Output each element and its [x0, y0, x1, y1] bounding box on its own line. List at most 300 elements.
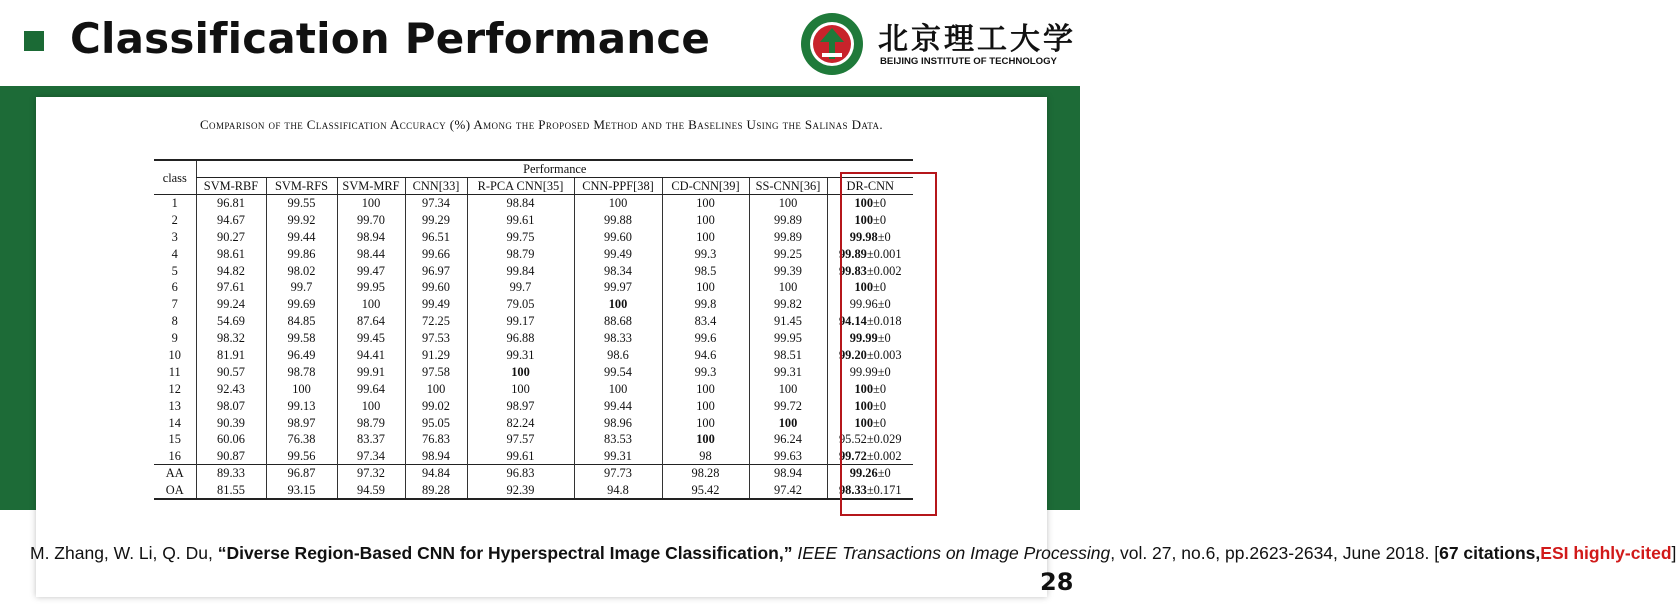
accuracy-value: 98.32 — [217, 331, 245, 346]
accuracy-cell — [574, 228, 662, 245]
accuracy-cell — [266, 262, 337, 279]
university-name-en: BEIJING INSTITUTE OF TECHNOLOGY — [880, 56, 1057, 67]
accuracy-value: 92.43 — [217, 381, 245, 396]
accuracy-cell — [405, 195, 467, 212]
accuracy-cell — [266, 211, 337, 228]
class-header: class — [154, 160, 196, 195]
accuracy-value: 98.94 — [357, 229, 385, 244]
accuracy-value: 99.66 — [422, 246, 450, 261]
column-header: SVM-RBF — [196, 178, 266, 195]
accuracy-value: 90.27 — [217, 229, 245, 244]
class-label: 10 — [168, 347, 181, 362]
accuracy-cell — [337, 279, 405, 296]
accuracy-value: 99.82 — [774, 297, 802, 312]
accuracy-value: 99.29 — [422, 212, 450, 227]
accuracy-value: 83.37 — [357, 432, 385, 447]
accuracy-value: 89.33 — [217, 466, 245, 481]
accuracy-value: 99.95 — [357, 280, 385, 295]
accuracy-value: 99.88 — [604, 212, 632, 227]
accuracy-value: 91.29 — [422, 347, 450, 362]
accuracy-value: 97.32 — [357, 466, 385, 481]
dr-cnn-std: ±0 — [873, 196, 887, 211]
accuracy-value: 99.44 — [604, 398, 632, 413]
class-label: 4 — [171, 246, 178, 261]
dr-cnn-std: ±0 — [877, 331, 891, 346]
accuracy-cell — [196, 397, 266, 414]
class-label: 14 — [168, 415, 181, 430]
accuracy-cell — [196, 262, 266, 279]
class-label: OA — [154, 482, 196, 499]
accuracy-cell — [749, 296, 827, 313]
accuracy-cell — [337, 431, 405, 448]
accuracy-value: 94.41 — [357, 347, 385, 362]
accuracy-value: 94.82 — [217, 263, 245, 278]
accuracy-value: 99.49 — [422, 297, 450, 312]
accuracy-value: 60.06 — [217, 432, 245, 447]
accuracy-value: 100 — [292, 381, 311, 396]
dr-cnn-std: ±0 — [877, 466, 891, 481]
accuracy-cell — [405, 330, 467, 347]
dr-cnn-std: ±0 — [873, 212, 887, 227]
accuracy-value: 100 — [696, 381, 715, 396]
accuracy-cell — [574, 262, 662, 279]
accuracy-cell — [749, 195, 827, 212]
accuracy-value: 99.7 — [290, 280, 313, 295]
accuracy-value: 100 — [778, 381, 798, 396]
accuracy-cell — [266, 228, 337, 245]
accuracy-cell — [337, 380, 405, 397]
accuracy-cell — [749, 279, 827, 296]
accuracy-cell — [196, 228, 266, 245]
accuracy-value: 98.78 — [287, 364, 316, 379]
accuracy-cell — [662, 465, 749, 482]
accuracy-cell — [749, 397, 827, 414]
accuracy-value: 99.55 — [287, 196, 316, 211]
accuracy-cell — [405, 262, 467, 279]
accuracy-value: 97.34 — [422, 196, 450, 211]
accuracy-cell — [196, 414, 266, 431]
accuracy-cell — [266, 414, 337, 431]
accuracy-value: 96.97 — [422, 263, 450, 278]
accuracy-value: 100 — [696, 229, 715, 244]
accuracy-value: 97.57 — [506, 432, 535, 447]
accuracy-cell — [662, 313, 749, 330]
accuracy-value: 76.38 — [287, 432, 316, 447]
accuracy-value: 94.59 — [357, 482, 385, 497]
accuracy-cell — [337, 296, 405, 313]
accuracy-value: 91.45 — [774, 314, 802, 329]
accuracy-cell — [405, 482, 467, 499]
accuracy-cell — [749, 414, 827, 431]
dr-cnn-mean: 99.89 — [838, 246, 867, 261]
accuracy-cell — [467, 279, 574, 296]
accuracy-value: 99.70 — [357, 212, 385, 227]
accuracy-value: 98.94 — [774, 466, 802, 481]
class-label: 8 — [171, 314, 178, 329]
accuracy-value: 99.89 — [774, 229, 802, 244]
accuracy-value: 99.44 — [287, 229, 316, 244]
accuracy-cell — [749, 431, 827, 448]
accuracy-cell — [405, 279, 467, 296]
accuracy-value: 99.60 — [604, 229, 632, 244]
accuracy-cell — [749, 228, 827, 245]
accuracy-cell — [749, 262, 827, 279]
citation-bracket-close: ] — [1671, 543, 1676, 563]
accuracy-value: 99.89 — [774, 212, 802, 227]
class-row — [154, 363, 913, 380]
class-row — [154, 414, 913, 431]
dr-cnn-mean: 99.72 — [838, 449, 867, 464]
accuracy-cell — [196, 211, 266, 228]
accuracy-value: 99.13 — [287, 398, 316, 413]
dr-cnn-std: ±0.029 — [866, 432, 902, 447]
class-row — [154, 279, 913, 296]
accuracy-value: 98.07 — [217, 398, 245, 413]
title-bullet — [24, 31, 44, 51]
accuracy-cell — [266, 347, 337, 364]
class-label: AA — [154, 465, 196, 482]
accuracy-value: 72.25 — [422, 314, 450, 329]
accuracy-value: 96.83 — [506, 466, 535, 481]
accuracy-cell — [574, 347, 662, 364]
accuracy-cell — [266, 245, 337, 262]
dr-cnn-std: ±0.018 — [866, 314, 902, 329]
accuracy-value: 100 — [361, 297, 381, 312]
accuracy-cell — [662, 414, 749, 431]
accuracy-value: 76.83 — [422, 432, 450, 447]
accuracy-cell — [574, 279, 662, 296]
accuracy-value: 98.44 — [357, 246, 385, 261]
accuracy-value: 98.84 — [506, 196, 535, 211]
accuracy-cell — [467, 245, 574, 262]
accuracy-value: 97.42 — [774, 482, 802, 497]
dr-cnn-std: ±0 — [877, 297, 891, 312]
dr-cnn-std: ±0.001 — [866, 246, 902, 261]
accuracy-cell — [467, 397, 574, 414]
accuracy-cell — [749, 245, 827, 262]
class-label: 3 — [171, 229, 178, 244]
dr-cnn-mean: 99.96 — [849, 297, 878, 312]
accuracy-value: 99.61 — [506, 449, 535, 464]
accuracy-cell — [749, 347, 827, 364]
accuracy-value: 98.51 — [774, 347, 802, 362]
accuracy-cell — [749, 211, 827, 228]
university-name-cn: 北京理工大学 — [878, 22, 1076, 57]
accuracy-cell — [337, 397, 405, 414]
accuracy-cell — [662, 347, 749, 364]
accuracy-value: 99.60 — [422, 280, 450, 295]
class-label: 1 — [171, 196, 178, 211]
accuracy-value: 100 — [696, 280, 715, 295]
citation — [30, 541, 1676, 566]
citation-authors: M. Zhang, W. Li, Q. Du, — [30, 543, 218, 563]
accuracy-value: 99.7 — [509, 280, 532, 295]
class-row — [154, 313, 913, 330]
accuracy-value: 96.51 — [422, 229, 450, 244]
accuracy-value: 98.61 — [217, 246, 245, 261]
accuracy-value: 99.8 — [694, 297, 717, 312]
class-row — [154, 228, 913, 245]
accuracy-value: 82.24 — [506, 415, 535, 430]
accuracy-cell — [337, 363, 405, 380]
slide-title: Classification Performance — [70, 14, 711, 63]
accuracy-value: 100 — [361, 398, 381, 413]
accuracy-value: 100 — [608, 381, 628, 396]
accuracy-value: 99.31 — [506, 347, 535, 362]
accuracy-value: 98.6 — [607, 347, 629, 362]
citation-bracket-open: [ — [1434, 543, 1440, 563]
accuracy-value: 83.53 — [604, 432, 632, 447]
accuracy-cell — [266, 465, 337, 482]
accuracy-cell — [662, 279, 749, 296]
accuracy-cell — [405, 296, 467, 313]
accuracy-value: 99.95 — [774, 331, 802, 346]
accuracy-value: 98.34 — [604, 263, 632, 278]
accuracy-value: 95.05 — [422, 415, 450, 430]
accuracy-cell — [405, 380, 467, 397]
table-caption: Comparison of the Classification Accuracy (%) Among the Proposed Method and the Baselines Using the Salinas Data. — [199, 117, 884, 132]
summary-row — [154, 465, 913, 482]
accuracy-value: 100 — [511, 381, 530, 396]
accuracy-cell — [337, 195, 405, 212]
column-header: SVM-RFS — [266, 178, 337, 195]
citation-details: , vol. 27, no.6, pp.2623-2634, June 2018. — [1110, 543, 1435, 563]
accuracy-cell — [749, 363, 827, 380]
accuracy-cell — [467, 195, 574, 212]
accuracy-cell — [337, 245, 405, 262]
accuracy-cell — [467, 448, 574, 465]
accuracy-value: 99.92 — [287, 212, 316, 227]
accuracy-cell — [662, 330, 749, 347]
accuracy-value: 98.02 — [287, 263, 316, 278]
dr-cnn-std: ±0 — [877, 229, 891, 244]
class-row — [154, 431, 913, 448]
accuracy-value: 100 — [426, 381, 446, 396]
accuracy-value: 100 — [778, 280, 798, 295]
accuracy-value: 79.05 — [506, 297, 535, 312]
university-seal-logo — [800, 12, 864, 76]
accuracy-cell — [405, 313, 467, 330]
accuracy-value: 90.57 — [217, 364, 245, 379]
accuracy-value: 96.81 — [217, 196, 245, 211]
accuracy-cell — [574, 431, 662, 448]
column-header: CD-CNN[39] — [662, 178, 749, 195]
accuracy-cell — [574, 363, 662, 380]
accuracy-cell — [266, 330, 337, 347]
accuracy-value: 100 — [696, 415, 715, 430]
accuracy-cell — [662, 211, 749, 228]
accuracy-value: 99.97 — [604, 280, 632, 295]
accuracy-value: 97.34 — [357, 449, 385, 464]
accuracy-cell — [662, 296, 749, 313]
accuracy-cell — [337, 211, 405, 228]
accuracy-value: 83.4 — [694, 314, 717, 329]
accuracy-value: 99.02 — [422, 398, 450, 413]
accuracy-cell — [467, 296, 574, 313]
accuracy-value: 97.53 — [422, 331, 450, 346]
accuracy-cell — [662, 448, 749, 465]
class-row — [154, 296, 913, 313]
accuracy-cell — [266, 195, 337, 212]
accuracy-cell — [337, 228, 405, 245]
dr-cnn-std: ±0 — [877, 364, 891, 379]
accuracy-cell — [662, 397, 749, 414]
column-header: SVM-MRF — [337, 178, 405, 195]
class-label: 6 — [171, 280, 178, 295]
accuracy-value: 96.88 — [506, 331, 535, 346]
accuracy-value: 94.6 — [694, 347, 717, 362]
citation-count: 67 citations, — [1439, 543, 1541, 563]
column-header: R-PCA CNN[35] — [467, 178, 574, 195]
dr-cnn-std: ±0 — [873, 280, 887, 295]
class-label: 15 — [168, 432, 181, 447]
accuracy-value: 98.79 — [357, 415, 385, 430]
class-label: 9 — [171, 331, 178, 346]
accuracy-value: 100 — [778, 415, 798, 430]
accuracy-cell — [467, 313, 574, 330]
summary-row — [154, 482, 913, 499]
class-row — [154, 380, 913, 397]
dr-cnn-mean: 95.52 — [838, 432, 867, 447]
accuracy-value: 97.61 — [217, 280, 245, 295]
accuracy-value: 100 — [778, 196, 798, 211]
class-row — [154, 397, 913, 414]
accuracy-cell — [266, 313, 337, 330]
accuracy-value: 97.73 — [604, 466, 632, 481]
accuracy-cell — [662, 228, 749, 245]
accuracy-value: 98.97 — [287, 415, 316, 430]
dr-cnn-mean: 99.99 — [849, 331, 878, 346]
citation-line-1 — [30, 541, 1676, 566]
accuracy-cell — [662, 380, 749, 397]
accuracy-value: 99.49 — [604, 246, 632, 261]
accuracy-cell — [467, 211, 574, 228]
class-label: 12 — [168, 381, 181, 396]
accuracy-table — [154, 159, 913, 500]
accuracy-cell — [467, 431, 574, 448]
accuracy-cell — [405, 397, 467, 414]
accuracy-cell — [467, 465, 574, 482]
page-number: 28 — [1040, 568, 1074, 596]
accuracy-value: 96.49 — [287, 347, 316, 362]
class-label: 2 — [171, 212, 178, 227]
accuracy-cell — [749, 465, 827, 482]
accuracy-value: 87.64 — [357, 314, 385, 329]
accuracy-value: 96.87 — [287, 466, 316, 481]
accuracy-cell — [196, 347, 266, 364]
accuracy-cell — [405, 347, 467, 364]
accuracy-cell — [467, 363, 574, 380]
accuracy-cell — [467, 330, 574, 347]
accuracy-value: 90.87 — [217, 449, 245, 464]
accuracy-cell — [574, 313, 662, 330]
accuracy-cell — [337, 414, 405, 431]
accuracy-value: 99.75 — [506, 229, 535, 244]
accuracy-cell — [574, 296, 662, 313]
accuracy-cell — [266, 482, 337, 499]
accuracy-cell — [574, 330, 662, 347]
accuracy-cell — [196, 431, 266, 448]
dr-cnn-std: ±0.003 — [866, 347, 902, 362]
accuracy-cell — [749, 330, 827, 347]
accuracy-value: 98 — [699, 449, 712, 464]
accuracy-cell — [467, 228, 574, 245]
accuracy-cell — [662, 245, 749, 262]
accuracy-cell — [266, 279, 337, 296]
accuracy-cell — [405, 228, 467, 245]
accuracy-value: 94.8 — [607, 482, 629, 497]
class-label: 16 — [168, 449, 181, 464]
dr-cnn-mean: 100 — [854, 196, 874, 211]
accuracy-cell — [467, 380, 574, 397]
accuracy-cell — [467, 414, 574, 431]
accuracy-cell — [196, 195, 266, 212]
citation-journal: IEEE Transactions on Image Processing — [797, 543, 1111, 563]
accuracy-value: 100 — [361, 196, 381, 211]
accuracy-value: 95.42 — [691, 482, 720, 497]
accuracy-value: 97.58 — [422, 364, 450, 379]
accuracy-cell — [196, 296, 266, 313]
accuracy-value: 99.72 — [774, 398, 802, 413]
accuracy-cell — [749, 380, 827, 397]
accuracy-value: 99.24 — [217, 297, 245, 312]
accuracy-value: 99.63 — [774, 449, 802, 464]
accuracy-cell — [574, 448, 662, 465]
accuracy-value: 92.39 — [506, 482, 535, 497]
accuracy-cell — [662, 482, 749, 499]
accuracy-cell — [662, 363, 749, 380]
accuracy-value: 99.61 — [506, 212, 535, 227]
accuracy-cell — [266, 448, 337, 465]
accuracy-value: 94.84 — [422, 466, 450, 481]
class-label: 13 — [168, 398, 181, 413]
accuracy-cell — [337, 347, 405, 364]
class-row — [154, 347, 913, 364]
column-header: SS-CNN[36] — [749, 178, 827, 195]
accuracy-cell — [266, 296, 337, 313]
accuracy-cell — [467, 262, 574, 279]
dr-cnn-mean: 99.98 — [849, 229, 878, 244]
accuracy-cell — [196, 313, 266, 330]
dr-cnn-mean: 99.83 — [838, 263, 867, 278]
dr-cnn-std: ±0 — [873, 381, 887, 396]
accuracy-value: 98.79 — [506, 246, 535, 261]
accuracy-value: 99.3 — [694, 246, 717, 261]
dr-cnn-mean: 98.33 — [838, 482, 867, 497]
accuracy-cell — [337, 448, 405, 465]
accuracy-cell — [266, 397, 337, 414]
accuracy-cell — [749, 448, 827, 465]
column-header: CNN-PPF[38] — [574, 178, 662, 195]
class-label: 5 — [171, 263, 178, 278]
dr-cnn-std: ±0.171 — [866, 482, 902, 497]
class-row — [154, 195, 913, 212]
accuracy-value: 99.45 — [357, 331, 385, 346]
class-row — [154, 211, 913, 228]
accuracy-cell — [337, 482, 405, 499]
accuracy-cell — [405, 465, 467, 482]
accuracy-cell — [662, 431, 749, 448]
accuracy-cell — [196, 279, 266, 296]
accuracy-value: 99.25 — [774, 246, 802, 261]
citation-title: “Diverse Region-Based CNN for Hyperspectral Image Classification,” — [217, 543, 793, 563]
accuracy-cell — [662, 262, 749, 279]
accuracy-cell — [574, 245, 662, 262]
accuracy-value: 98.33 — [604, 331, 632, 346]
accuracy-cell — [574, 397, 662, 414]
accuracy-cell — [405, 431, 467, 448]
accuracy-cell — [574, 195, 662, 212]
